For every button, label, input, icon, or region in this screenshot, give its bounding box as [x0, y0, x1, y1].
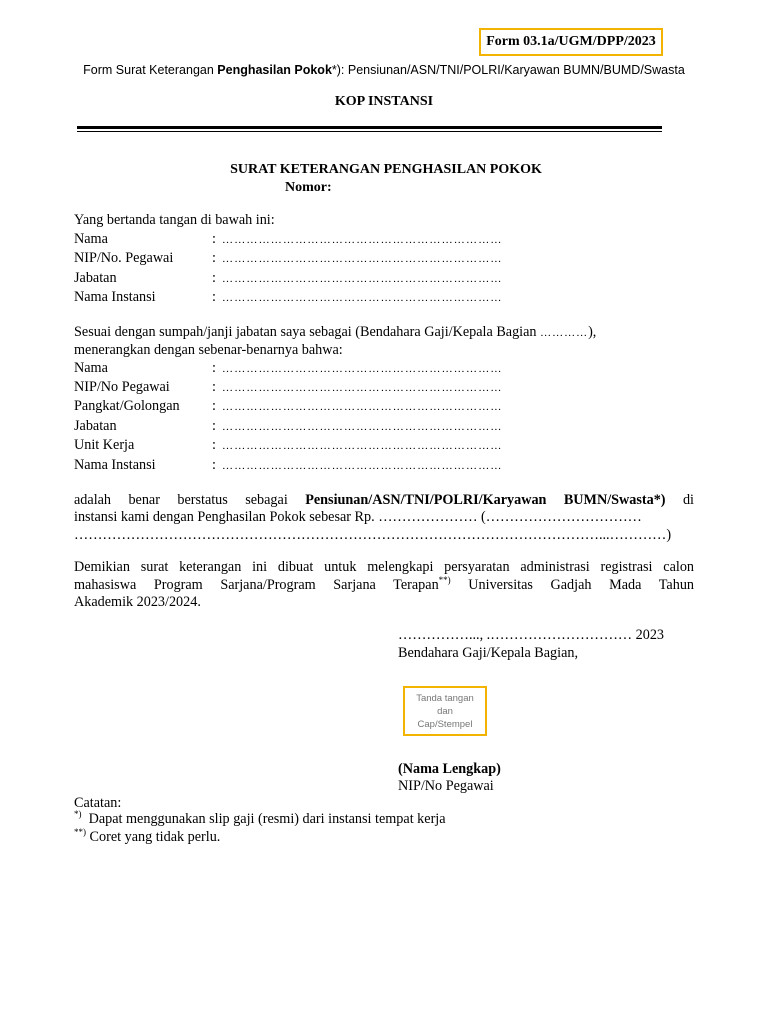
- field-colon: :: [212, 437, 216, 453]
- field-colon: :: [212, 289, 216, 305]
- status-line-1: [74, 491, 694, 510]
- signature-date-line: ……………..., .………………………… 2023: [398, 627, 665, 643]
- document-title: SURAT KETERANGAN PENGHASILAN POKOK: [230, 162, 542, 177]
- oath-line-1: [74, 324, 596, 341]
- field-label: Unit Kerja: [74, 437, 135, 453]
- purpose-footnote-mark: **): [438, 575, 451, 585]
- field-label: Nama Instansi: [74, 289, 156, 305]
- field-blank: ……………………………………………………………: [222, 460, 503, 472]
- field-blank: ……………………………………………………………: [222, 234, 503, 246]
- signature-role: Bendahara Gaji/Kepala Bagian,: [398, 645, 579, 661]
- purpose-text-b: Universitas Gadjah Mada Tahun: [450, 577, 695, 593]
- field-blank: ……………………………………………………………: [222, 292, 503, 304]
- subtitle-prefix: Form Surat Keterangan: [83, 63, 218, 77]
- field-label: Nama Instansi: [74, 457, 156, 473]
- form-subtitle: [0, 63, 768, 77]
- signature-stamp-box: [403, 686, 487, 736]
- field-colon: :: [212, 270, 216, 286]
- kop-instansi: KOP INSTANSI: [334, 94, 434, 109]
- subject-field-unit-kerja: [74, 437, 574, 456]
- oath-line-2: menerangkan dengan sebenar-benarnya bahwa:: [74, 342, 343, 358]
- field-blank: ……………………………………………………………: [222, 401, 503, 413]
- field-label: NIP/No. Pegawai: [74, 250, 174, 266]
- field-colon: :: [212, 457, 216, 473]
- field-colon: :: [212, 379, 216, 395]
- notes-heading: Catatan:: [74, 795, 122, 811]
- status-options: Pensiunan/ASN/TNI/POLRI/Karyawan BUMN/Swasta*): [305, 492, 666, 508]
- signer-field-nama: [74, 231, 574, 250]
- note-mark: *): [74, 809, 82, 819]
- stamp-box-text-2: dan: [437, 705, 453, 717]
- signer-field-instansi: [74, 289, 574, 308]
- status-text-a: adalah benar berstatus sebagai: [74, 492, 306, 508]
- field-blank: ……………………………………………………………: [222, 382, 503, 394]
- note-item: [74, 829, 220, 846]
- field-label: Nama: [74, 231, 108, 247]
- field-label: Pangkat/Golongan: [74, 398, 180, 414]
- field-colon: :: [212, 231, 216, 247]
- signature-name: (Nama Lengkap): [398, 761, 501, 777]
- status-line-3: …………………………………………………………………………………………………...…………): [74, 527, 672, 543]
- subtitle-suffix: *): Pensiunan/ASN/TNI/POLRI/Karyawan BUMN/BUMD/Swasta: [331, 63, 685, 77]
- signature-nip: NIP/No Pegawai: [398, 778, 494, 794]
- note-mark: **): [74, 827, 86, 837]
- note-text: Dapat menggunakan slip gaji (resmi) dari instansi tempat kerja: [88, 811, 446, 827]
- subject-field-nama: [74, 360, 574, 379]
- subtitle-bold: Penghasilan Pokok: [217, 63, 332, 77]
- status-text-b: di: [665, 492, 694, 508]
- field-colon: :: [212, 360, 216, 376]
- field-label: Nama: [74, 360, 108, 376]
- oath-blank: …………: [540, 327, 589, 339]
- purpose-line-2: [74, 576, 694, 595]
- field-label: NIP/No Pegawai: [74, 379, 170, 395]
- stamp-box-text-3: Cap/Stempel: [417, 718, 473, 730]
- field-blank: ……………………………………………………………: [222, 253, 503, 265]
- field-label: Jabatan: [74, 270, 117, 286]
- field-colon: :: [212, 418, 216, 434]
- status-line-2: instansi kami dengan Penghasilan Pokok sebesar Rp. ………………… (……………………………: [74, 509, 642, 525]
- field-label: Jabatan: [74, 418, 117, 434]
- field-blank: ……………………………………………………………: [222, 363, 503, 375]
- subject-field-pangkat: [74, 398, 574, 417]
- signer-field-nip: [74, 250, 574, 269]
- signer-field-jabatan: [74, 270, 574, 289]
- note-text: Coret yang tidak perlu.: [89, 829, 221, 845]
- field-blank: ……………………………………………………………: [222, 440, 503, 452]
- field-blank: ……………………………………………………………: [222, 273, 503, 285]
- purpose-line-1: Demikian surat keterangan ini dibuat untuk melengkapi persyaratan administrasi registrasi calon: [74, 559, 694, 575]
- header-rule-thin: [77, 131, 662, 132]
- oath-text-a: Sesuai dengan sumpah/janji jabatan saya sebagai (Bendahara Gaji/Kepala Bagian: [74, 324, 541, 340]
- oath-text-b: ),: [588, 324, 597, 340]
- subject-field-nip: [74, 379, 574, 398]
- purpose-text-a: mahasiswa Program Sarjana/Program Sarjana Terapan: [74, 577, 439, 593]
- field-colon: :: [212, 398, 216, 414]
- header-rule-thick: [77, 126, 662, 129]
- note-item: [74, 811, 446, 828]
- purpose-line-3: Akademik 2023/2024.: [74, 594, 201, 610]
- stamp-box-text-1: Tanda tangan: [416, 692, 474, 704]
- form-code-box: Form 03.1a/UGM/DPP/2023: [479, 28, 663, 56]
- subject-field-jabatan: [74, 418, 574, 437]
- signer-intro: Yang bertanda tangan di bawah ini:: [74, 212, 275, 228]
- subject-field-instansi: [74, 457, 574, 476]
- field-colon: :: [212, 250, 216, 266]
- nomor-label: Nomor:: [285, 180, 332, 195]
- field-blank: ……………………………………………………………: [222, 421, 503, 433]
